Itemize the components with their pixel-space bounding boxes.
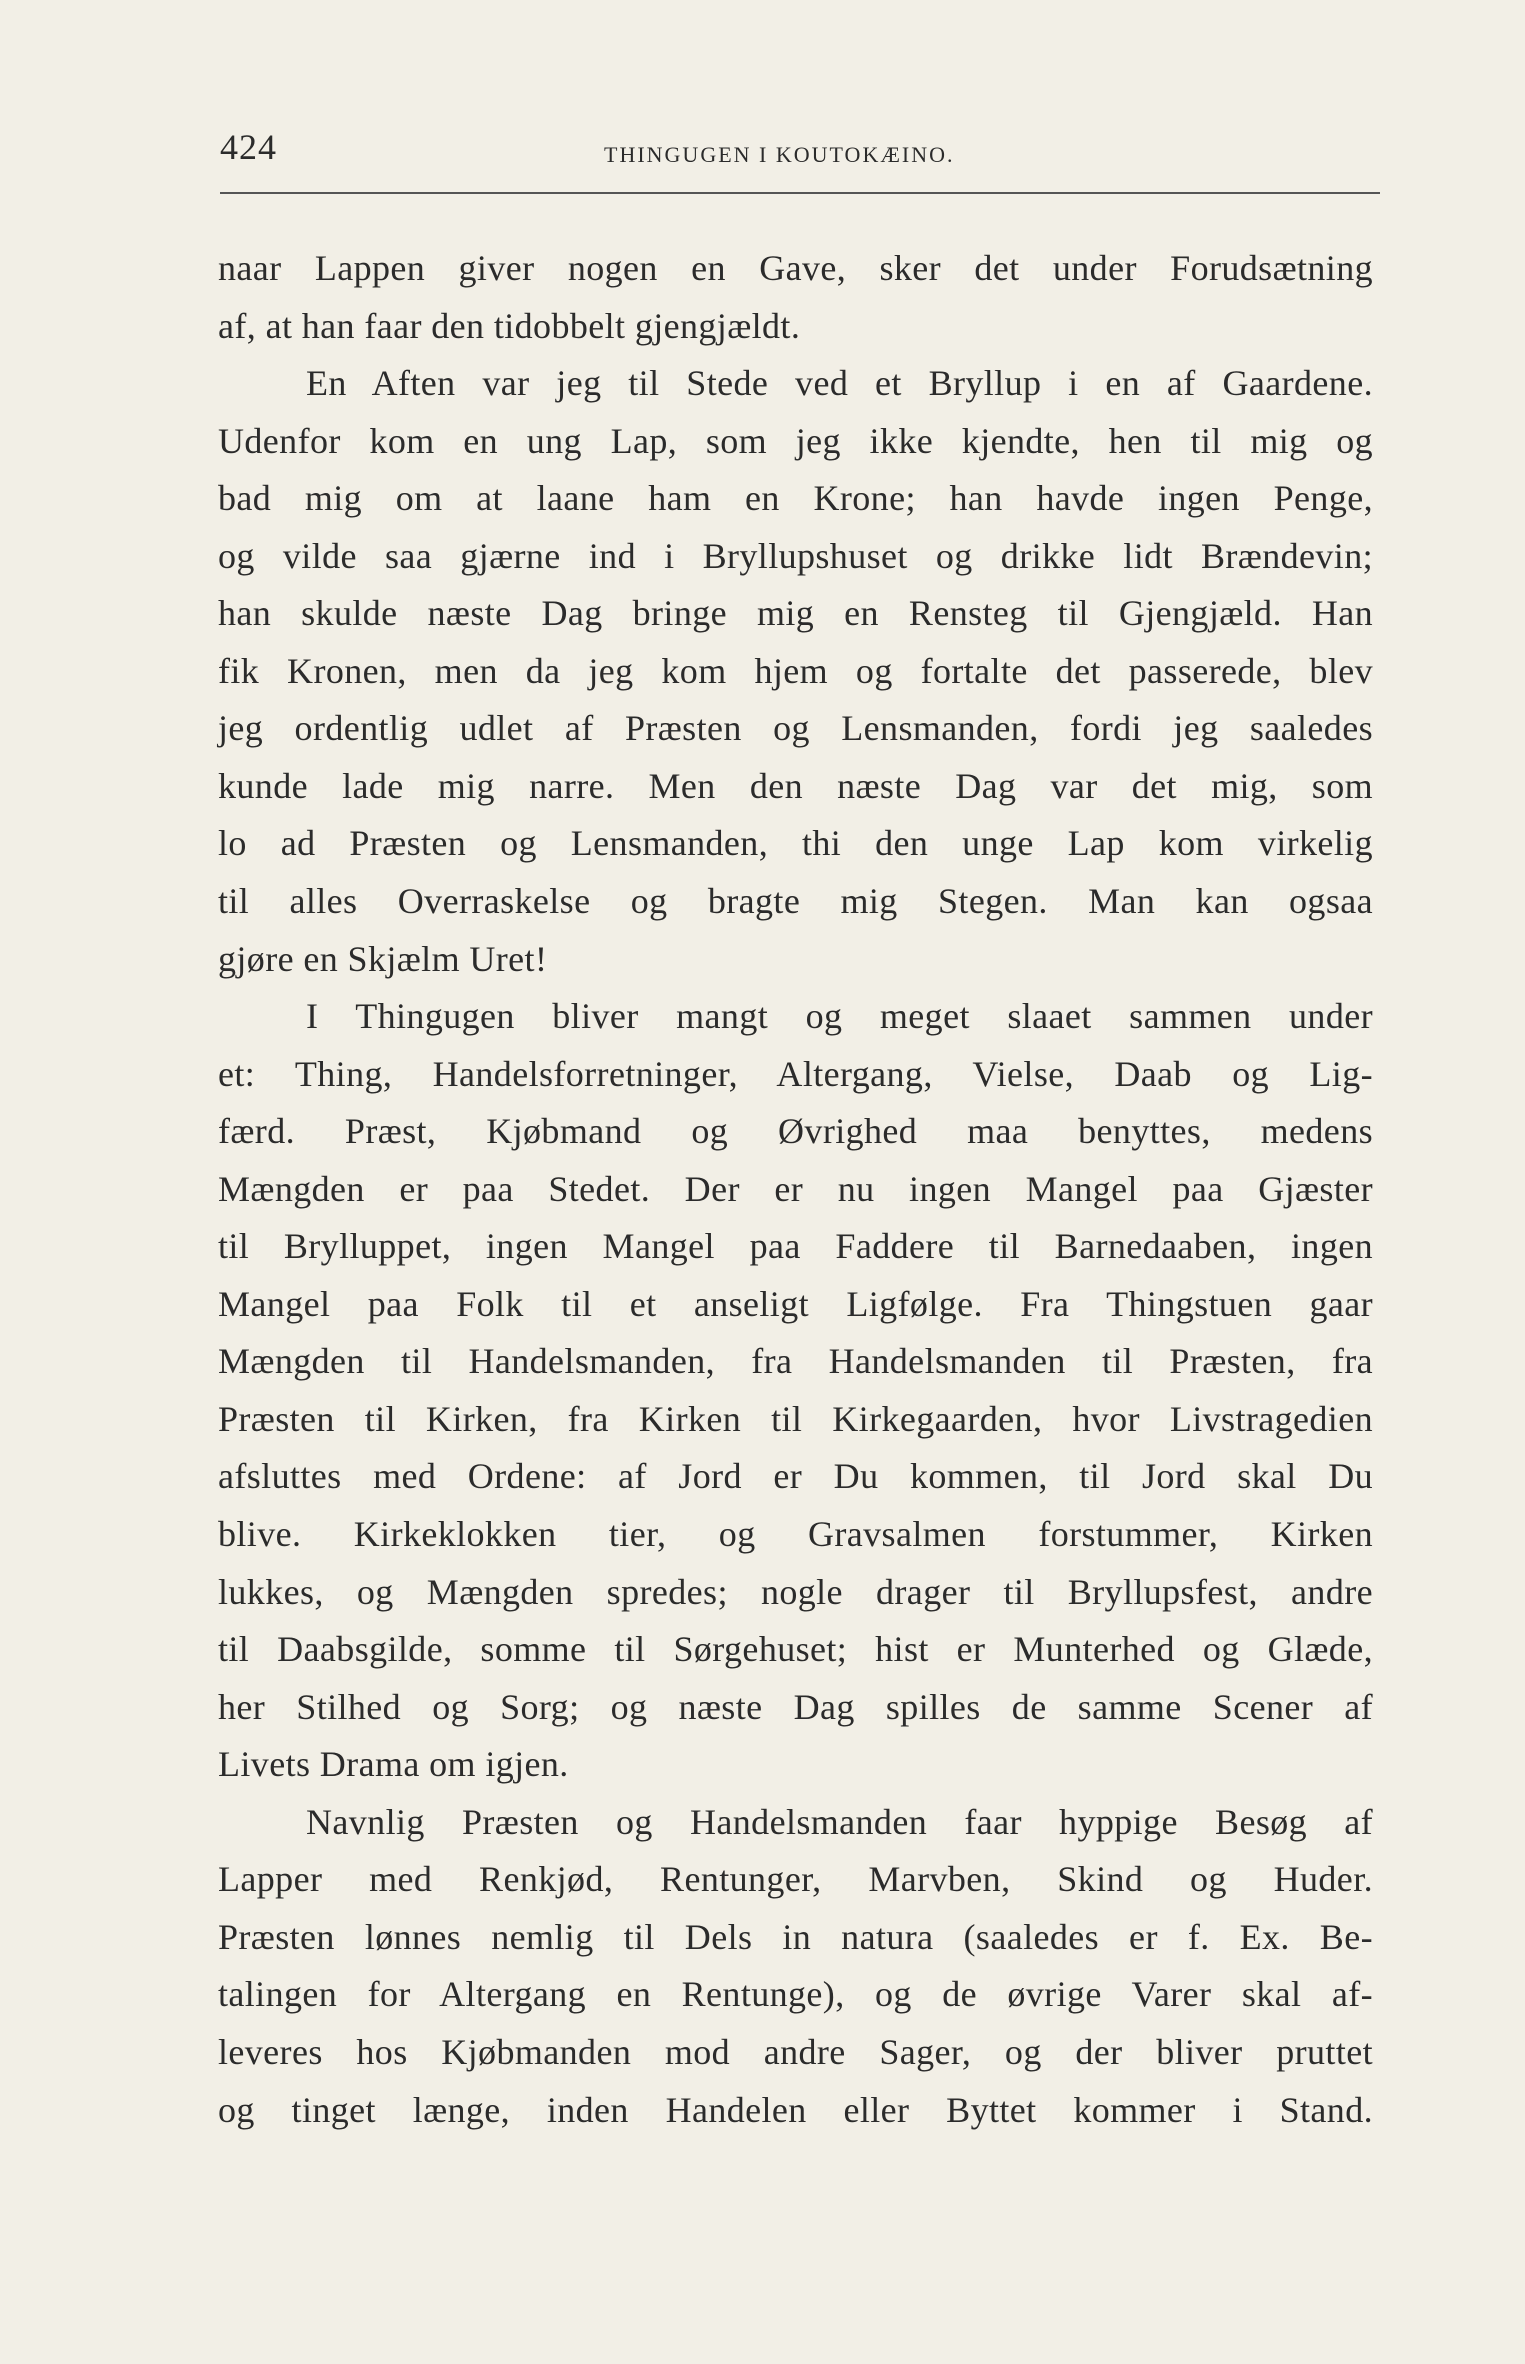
text-line: Udenfor kom en ung Lap, som jeg ikke kjendte, hen til mig og xyxy=(218,420,1373,461)
text-line: I Thingugen bliver mangt og meget slaaet sammen under xyxy=(306,996,1373,1037)
text-line: jeg ordentlig udlet af Præsten og Lensmanden, fordi jeg saaledes xyxy=(218,708,1373,749)
text-line: færd. Præst, Kjøbmand og Øvrighed maa benyttes, medens xyxy=(218,1111,1373,1152)
text-line: naar Lappen giver nogen en Gave, sker det under Forudsætning xyxy=(218,248,1373,288)
text-line: og vilde saa gjærne ind i Bryllupshuset og drikke lidt Brændevin; xyxy=(218,535,1373,576)
text-line: Mængden til Handelsmanden, fra Handelsmanden til Præsten, fra xyxy=(218,1341,1373,1382)
page-number: 424 xyxy=(220,127,277,167)
text-line: Livets Drama om igjen. xyxy=(218,1744,569,1785)
text-line: til alles Overraskelse og bragte mig Stegen. Man kan ogsaa xyxy=(218,881,1373,922)
text-line: afsluttes med Ordene: af Jord er Du kommen, til Jord skal Du xyxy=(218,1456,1373,1497)
text-line: gjøre en Skjælm Uret! xyxy=(218,938,548,979)
text-line: talingen for Altergang en Rentunge), og de øvrige Varer skal af- xyxy=(218,1974,1373,2015)
text-line: han skulde næste Dag bringe mig en Rensteg til Gjengjæld. Han xyxy=(218,593,1373,634)
text-line: til Daabsgilde, somme til Sørgehuset; hist er Munterhed og Glæde, xyxy=(218,1629,1373,1670)
text-line: Navnlig Præsten og Handelsmanden faar hyppige Besøg af xyxy=(306,1801,1373,1842)
text-line: fik Kronen, men da jeg kom hjem og fortalte det passerede, blev xyxy=(218,650,1373,691)
text-line: af, at han faar den tidobbelt gjengjældt. xyxy=(218,305,801,346)
page-header xyxy=(220,122,1380,194)
text-line: et: Thing, Handelsforretninger, Altergang, Vielse, Daab og Lig- xyxy=(218,1053,1373,1094)
text-line: Mængden er paa Stedet. Der er nu ingen Mangel paa Gjæster xyxy=(218,1168,1373,1209)
text-line: blive. Kirkeklokken tier, og Gravsalmen forstummer, Kirken xyxy=(218,1514,1373,1555)
text-line: En Aften var jeg til Stede ved et Bryllup i en af Gaardene. xyxy=(306,363,1373,404)
text-line: lukkes, og Mængden spredes; nogle drager til Bryllupsfest, andre xyxy=(218,1571,1373,1612)
text-line: til Brylluppet, ingen Mangel paa Faddere til Barnedaaben, ingen xyxy=(218,1226,1373,1267)
text-line: Præsten til Kirken, fra Kirken til Kirkegaarden, hvor Livstragedien xyxy=(218,1398,1373,1439)
text-line: og tinget længe, inden Handelen eller Byttet kommer i Stand. xyxy=(218,2089,1373,2130)
text-line: kunde lade mig narre. Men den næste Dag var det mig, som xyxy=(218,765,1373,806)
text-line: bad mig om at laane ham en Krone; han havde ingen Penge, xyxy=(218,478,1373,519)
text-line: Lapper med Renkjød, Rentunger, Marvben, Skind og Huder. xyxy=(218,1859,1373,1900)
body-text xyxy=(218,240,1373,2139)
text-line: leveres hos Kjøbmanden mod andre Sager, og der bliver pruttet xyxy=(218,2031,1373,2072)
text-line: lo ad Præsten og Lensmanden, thi den unge Lap kom virkelig xyxy=(218,823,1373,864)
text-line: Mangel paa Folk til et anseligt Ligfølge. Fra Thingstuen gaar xyxy=(218,1283,1373,1324)
running-title: THINGUGEN I KOUTOKÆINO. xyxy=(604,142,955,167)
text-line: her Stilhed og Sorg; og næste Dag spilles de samme Scener af xyxy=(218,1686,1373,1727)
text-line: Præsten lønnes nemlig til Dels in natura (saaledes er f. Ex. Be- xyxy=(218,1916,1373,1957)
